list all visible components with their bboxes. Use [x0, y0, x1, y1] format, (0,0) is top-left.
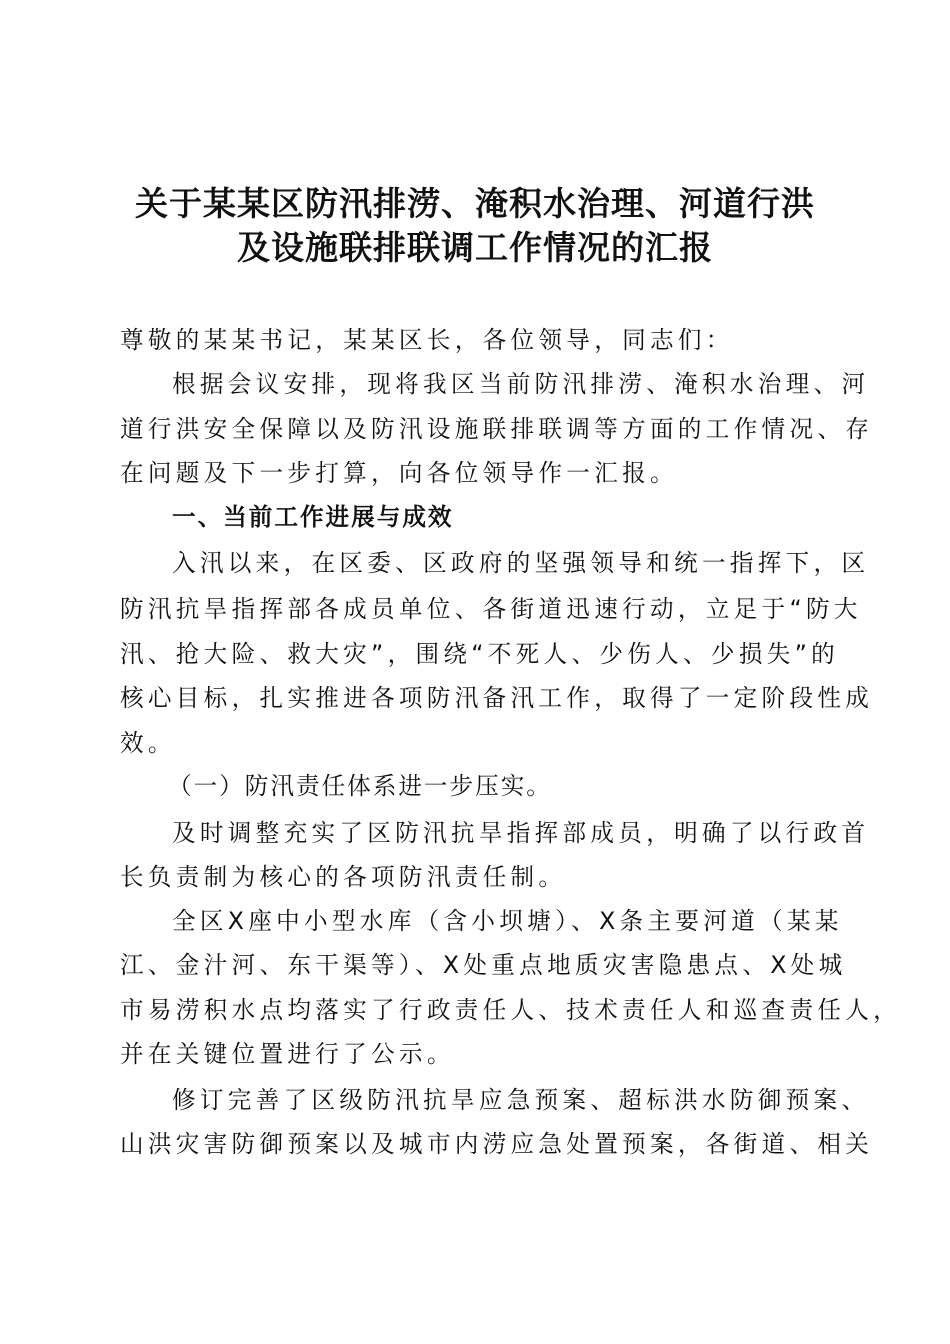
title-line-1: 关于某某区防汛排涝、淹积水治理、河道行洪 — [135, 184, 815, 223]
paragraph-line: 防汛抗旱指挥部各成员单位、各街道迅速行动，立足于“防大 — [120, 595, 862, 623]
paragraph-line: 江、金汁河、东干渠等）、X处重点地质灾害隐患点、X处城 — [120, 951, 847, 979]
paragraph-line: 长负责制为核心的各项防汛责任制。 — [120, 863, 567, 891]
paragraph-line: 核心目标，扎实推进各项防汛备汛工作，取得了一定阶段性成 — [120, 684, 874, 712]
paragraph-line: 市易涝积水点均落实了行政责任人、技术责任人和巡查责任人， — [120, 996, 902, 1024]
paragraph-line: 根据会议安排，现将我区当前防汛排涝、淹积水治理、河 — [172, 370, 870, 398]
paragraph-line: 在问题及下一步打算，向各位领导作一汇报。 — [120, 459, 678, 487]
paragraph-line: 及时调整充实了区防汛抗旱指挥部成员，明确了以行政首 — [172, 819, 870, 847]
paragraph-line: 全区X座中小型水库（含小坝塘）、X条主要河道（某某 — [172, 907, 843, 935]
paragraph-line: 山洪灾害防御预案以及城市内涝应急处置预案，各街道、相关 — [120, 1130, 874, 1158]
title-line-2: 及设施联排联调工作情况的汇报 — [237, 228, 713, 267]
paragraph-line: 汛、抢大险、救大灾”，围绕“不死人、少伤人、少损失”的 — [120, 640, 840, 668]
section-heading: 一、当前工作进展与成效 — [172, 503, 454, 531]
paragraph-line: 修订完善了区级防汛抗旱应急预案、超标洪水防御预案、 — [172, 1086, 870, 1114]
paragraph-line: 入汛以来，在区委、区政府的坚强领导和统一指挥下，区 — [172, 549, 870, 577]
paragraph-line: 效。 — [120, 729, 176, 757]
paragraph-line: 道行洪安全保障以及防汛设施联排联调等方面的工作情况、存 — [120, 415, 874, 443]
salutation: 尊敬的某某书记，某某区长，各位领导，同志们： — [120, 326, 734, 354]
paragraph-line: 并在关键位置进行了公示。 — [120, 1040, 455, 1068]
subsection-heading: （一）防汛责任体系进一步压实。 — [168, 772, 552, 800]
